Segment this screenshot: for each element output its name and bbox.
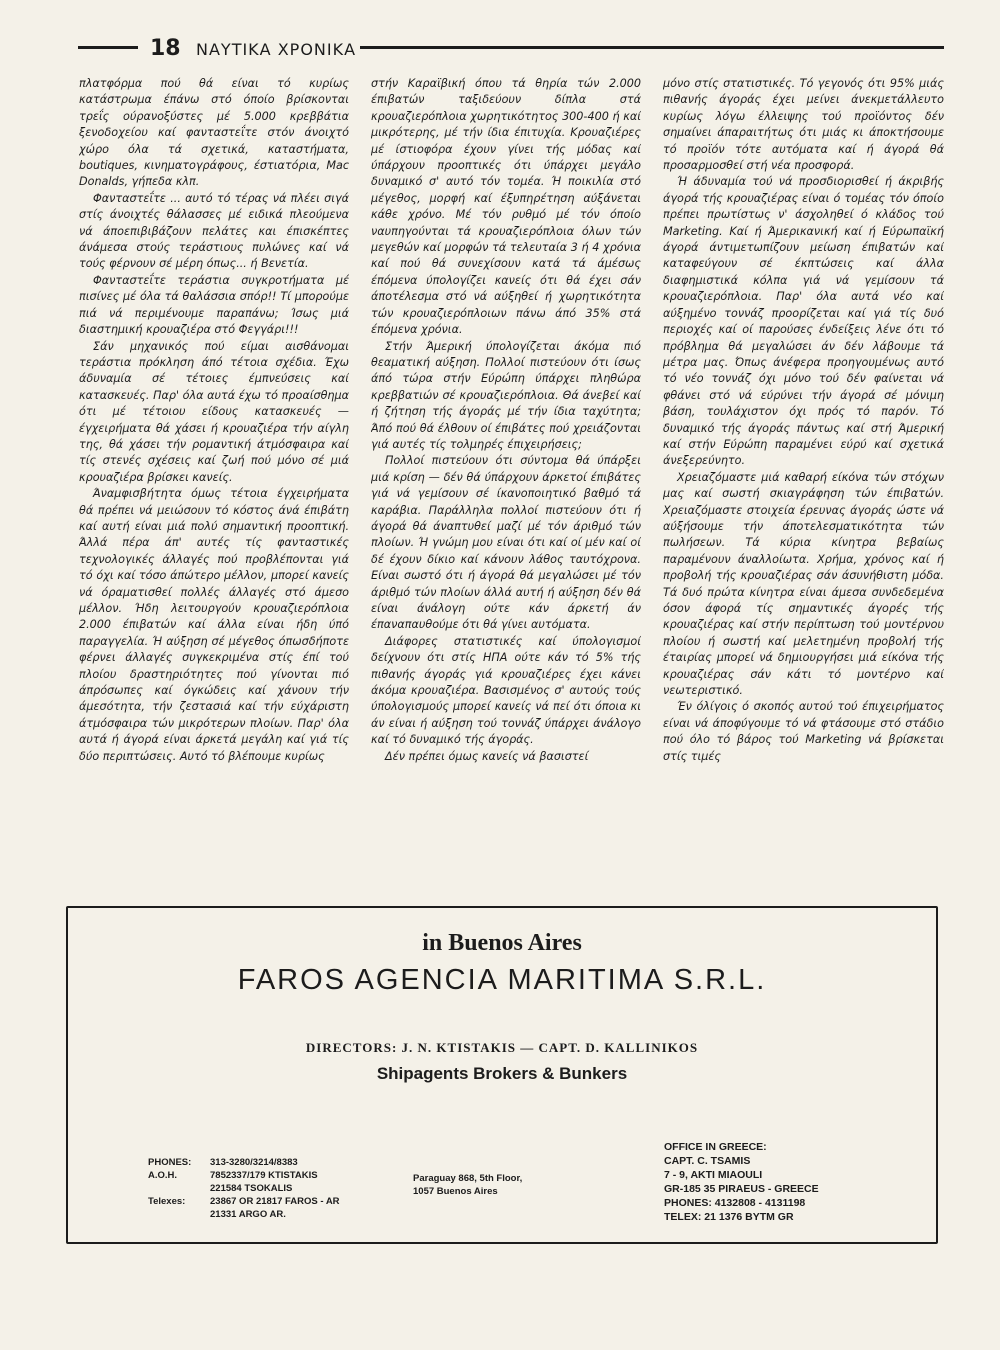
paragraph: Πολλοί πιστεύουν ότι σύντομα θά ύπάρξει μιά κρίση — δέν θά ύπάρχουν άρκετοί έπιβάτες γιά νά γεμίσουν σέ ίκανοποιητικό βαθμό τά καράβια. Παράλληλα πολλοί πιστεύουν ότι ή άγορά θά άναπτυθεί μαζί μέ τόν άριθμό τών πλοίων. Ή γνώμη μου είναι ότι καί οί μέν καί οί δέ έχουν δίκιο καί κάνουν λάθος ταυτόχρονα. Είναι σωστό ότι ή άγορά θά μεγαλώσει μέ τόν άριθμό τών πλοίων άλλά αυτή ή αύξηση δέν θά είναι άνάλογη ούτε κάν άρκετή άν έπαναπαυθούμε ότι θά γίνει αυτόματα. xyxy=(371,454,641,632)
spacer xyxy=(148,1182,210,1195)
header-rule-left xyxy=(78,46,138,49)
office-telex: TELEX: 21 1376 BYTM GR xyxy=(664,1211,794,1223)
article-column-1 xyxy=(79,76,349,896)
ad-company-name: FAROS AGENCIA MARITIMA S.R.L. xyxy=(237,964,767,996)
aoh-value-1: 7852337/179 KTISTAKIS xyxy=(210,1170,318,1181)
paragraph: πλατφόρμα πού θά είναι τό κυρίως κατάστρωμα έπάνω στό όποίο βρίσκονται τρεΐς ούρανοξύστες μέ 5.000 κρεββάτια ξενοδοχείου καί φανταστεΐτε στόν άνοιχτό χώρο όλα τά σχετικά, καταστήματα, boutiques, κινηματογράφους, έστιατόρια, Mac Donalds, γήπεδα κλπ. xyxy=(79,77,349,189)
telexes-value-1: 23867 OR 21817 FAROS - AR xyxy=(210,1196,340,1207)
office-city: GR-185 35 PIRAEUS - GREECE xyxy=(664,1183,819,1195)
office-contact: CAPT. C. TSAMIS xyxy=(664,1155,751,1167)
telexes-value-2: 21331 ARGO AR. xyxy=(210,1209,286,1220)
paragraph: Έν όλίγοις ό σκοπός αυτού τού έπιχειρήματος είναι νά άποφύγουμε τό νά φτάσουμε στό στάδιο πού όλο τό βάρος τού Marketing νά βρίσκεται στίς τιμές xyxy=(663,700,944,763)
paragraph: Άναμφισβήτητα όμως τέτοια έγχειρήματα θά πρέπει νά μειώσουν τό κόστος άνά έπιβάτη καί αυτή είναι μιά πολύ σημαντική προοπτική. Άλλά πέρα άπ' αυτές τίς φανταστικές τεχνολογικές άλλαγές πού προβλέπονται γιά τό όχι καί τόσο άπώτερο μέλλον, μπορεί κανείς νά όραματισθεί πολλές άλλαγές στό άμεσο μέλλον. Ήδη λειτουργούν κρουαζιερόπλοια 2.000 έπιβατών καί άλλα είναι ήδη ύπό παραγγελία. Ή αύξηση σέ μέγεθος όπωσδήποτε φέρνει άλλαγές συγκεκριμένα στίς έπί τού πλοίου δραστηριότητες πού γίνονται πιό άπρόσωπες καί όγκώδεις καί χάνουν τήν άμεσότητα, τήν ζεστασιά καί τήν εύχάριστη άτμόσφαιρα τών μικρότερων πλοίων. Παρ' όλα αυτά ή άγορά είναι άρκετά μεγάλη καί γιά τίς δύο περιπτώσεις. Αυτό τό βλέπουμε κυρίως xyxy=(79,487,349,763)
page-number: 18 xyxy=(150,36,181,61)
ad-city: in Buenos Aires xyxy=(422,930,582,956)
aoh-value-2: 221584 TSOKALIS xyxy=(210,1183,293,1194)
article-column-3 xyxy=(663,76,944,896)
paragraph: μόνο στίς στατιστικές. Τό γεγονός ότι 95% μιάς πιθανής άγοράς έχει μείνει άνεκμετάλλευτο κυρίως λόγω έλλειψης τού προϊόντος δέν σημαίνει άπαραιτήτως ότι μιάς κι άποκτήσουμε τό προϊόν τότε αυτόματα καί ή άγορά θά προσαρμοσθεί στή νέα προσφορά. xyxy=(663,77,944,173)
office-heading: OFFICE IN GREECE: xyxy=(664,1141,767,1153)
office-street: 7 - 9, AKTI MIAOULI xyxy=(664,1169,763,1181)
paragraph: Ή άδυναμία τού νά προσδιορισθεί ή άκριβής άγορά τής κρουαζιέρας είναι ό τομέας τόν όποίο πρέπει πρωτίστως ν' άσχοληθεί ό κλάδος τού Marketing. Καί ή Άμερικανική καί ή Εύρωπαϊκή άγορά άντιμετωπίζουν μείωση έπιβατών καί καταφεύγουν σέ έκπτώσεις καί άλλα διαφημιστικά κόλπα γιά νά γεμίσουν τά κρουαζιερόπλοια. Παρ' όλα αυτά νέο καί αύξημένο τοννάζ προορίζεται καί γιά τίς δυό περιοχές καί οί παρούσες ένδείξεις λένε ότι τό πρόβλημα θά μεγαλώσει άν δέν λάβουμε τά μέτρα μας. Όπως άνέφερα προηγουμένως αυτό τό νέο τοννάζ όχι μόνο τού δέν φαίνεται νά φθάνει στό νά εύρύνει τήν άγορά σέ μόνιμη βάση, τουλάχιστον όχι πρός τό παρόν. Τό δυναμικό τής άγοράς πάντως καί στή Άμερική καί στήν Εύρώπη παραμένει εύρύ καί σχετικά άνεξερεύνητο. xyxy=(663,175,944,468)
ad-contacts xyxy=(148,1156,408,1221)
paragraph: Δέν πρέπει όμως κανείς νά βασιστεί xyxy=(385,749,589,763)
aoh-label: A.O.H. xyxy=(148,1170,178,1181)
phones-value: 313-3280/3214/8383 xyxy=(210,1157,298,1168)
paragraph: Χρειαζόμαστε μιά καθαρή είκόνα τών στόχων μας καί σωστή σκιαγράφηση τών έπιβατών. Χρειαζόμαστε στοιχεία έρευνας άγοράς ώστε νά αύξήσουμε τήν άποτελεσματικότητα τών πωλήσεων. Τά κύρια κίνητρα βεβαίως παραμένουν άναλλοίωτα. Χρήμα, χρόνος καί ή προβολή τής κρουαζιέρας σάν άσυνήθιστη μόδα. Τά δυό πρώτα κίνητρα είναι άμεσα συνδεδεμένα όσον άφορά τίς σημαντικές άγορές τής κρουαζιέρας καί στήν περίπτωση τού μοντέρνου πλοίου ή σωστή καί μελετημένη προβολή τής έταιρίας μπορεί νά δημιουργήσει μιά είκόνα τής κρουαζιέρας σάν κάτι τό μοντέρνο καί νεωτεριστικό. xyxy=(663,470,944,698)
ad-directors: DIRECTORS: J. N. KTISTAKIS — CAPT. D. KALLINIKOS xyxy=(305,1040,699,1055)
paragraph: Σάν μηχανικός πού είμαι αισθάνομαι τεράστια πρόκληση άπό τέτοια σχέδια. Έχω άδυναμία σέ τέτοιες έμπνεύσεις καί κατασκευές. Παρ' όλα αυτά έχω τό προαίσθημα ότι μέ τέτοιου είδους κατασκευές — έγχειρήματα θά χάσει ή κρουαζιέρα τήν αίγλη της, θά χάσει τήν ρομαντική άτμόσφαιρα καί τίς στενές σχέσεις καί ζωή πού μόνο σέ μιά κρουαζιέρα βρίσκει κανείς. xyxy=(79,339,349,484)
paragraph: Φανταστεΐτε τεράστια συγκροτήματα μέ πισίνες μέ όλα τά θαλάσσια σπόρ!! Τί μπορούμε πιά νά περιμένουμε παραπάνω; Ίσως μιά διαστημική κρουαζιέρα στό Φεγγάρι!!! xyxy=(79,273,349,337)
paragraph: Στήν Άμερική ύπολογίζεται άκόμα πιό θεαματική αύξηση. Πολλοί πιστεύουν ότι ίσως άπό τώρα στήν Εύρώπη ύπάρχει πληθώρα κρεββατιών σέ κρουαζιερόπλοια. Θά άνεβεί καί ή ζήτηση τής άγοράς μέ τήν ίδια ταχύτητα; Άπό πού θά έλθουν οί έπιβάτες πού χρειάζονται γιά αυτές τίς τολμηρές έπιχειρήσεις; xyxy=(371,339,641,451)
phones-label: PHONES: xyxy=(148,1157,192,1168)
address-line-1: Paraguay 868, 5th Floor, xyxy=(413,1173,523,1184)
office-phones: PHONES: 4132808 - 4131198 xyxy=(664,1197,806,1209)
ad-address xyxy=(413,1172,573,1198)
paragraph: στήν Καραϊβική όπου τά θηρία τών 2.000 έπιβατών ταξιδεύουν δίπλα στά κρουαζιερόπλοια χωρητικότητος 300-400 ή καί μικρότερης, μέ τήν ίδια έπιτυχία. Κρουαζιέρες μέ ίστιοφόρα έχουν γίνει τής μόδας καί ύπάρχουν προοπτικές ότι ύπάρχει μεγάλο δυναμικό σ' αυτό τόν τομέα. Ή ποικιλία στό μέγεθος, μορφή καί έξυπηρέτηση αύξάνεται κάθε χρόνο. Μέ τόν ρυθμό μέ τόν όποίο ναυπηγούνται τά κρουαζιερόπλοια όλων τών μεγεθών καί μορφών τά τελευταία 3 ή 4 χρόνια καί πού θά συνεχίσουν κατά τά άμέσως έπόμενα ύπολογίζει κανείς ότι θά έχει σάν άποτέλεσμα στό νά αύξηθεί ή χωρητικότητα τών κρουαζιερόπλοιων πάνω άπό 35% στά έπόμενα χρόνια. xyxy=(371,77,641,337)
article-column-2 xyxy=(371,76,641,896)
publication-title: ΝΑΥΤΙΚΑ ΧΡΟΝΙΚΑ xyxy=(196,40,357,59)
telexes-label: Telexes: xyxy=(148,1196,186,1207)
ad-office-greece xyxy=(664,1140,894,1224)
advertisement-box xyxy=(66,906,938,1244)
paragraph: Διάφορες στατιστικές καί ύπολογισμοί δείχνουν ότι στίς ΗΠΑ ούτε κάν τό 5% τής πιθανής άγοράς γιά κρουαζιέρες έχει κάνει άκόμα κρουαζιέρα. Βασισμένος σ' αυτούς τούς ύπολογισμούς μπορεί κανείς νά πεί ότι όποια κι άν είναι ή αύξηση τού τοννάζ ύπάρχει άνάλογο καί τό δυναμικό τής άγοράς. xyxy=(371,634,641,747)
ad-services: Shipagents Brokers & Bunkers xyxy=(376,1064,628,1083)
spacer xyxy=(148,1208,210,1221)
paragraph: Φανταστεΐτε ... αυτό τό τέρας νά πλέει σιγά στίς άνοιχτές θάλασσες μέ ειδικά πλεούμενα νά άποεπιβιβάζουν πελάτες και έπισκέπτες άνάμεσα στούς τεράστιους πυλώνες καί νά τούς φέρνουν σέ μέρη όπως... ή Βενετία. xyxy=(79,191,349,271)
header-rule-right xyxy=(360,46,944,49)
address-line-2: 1057 Buenos Aires xyxy=(413,1186,498,1197)
